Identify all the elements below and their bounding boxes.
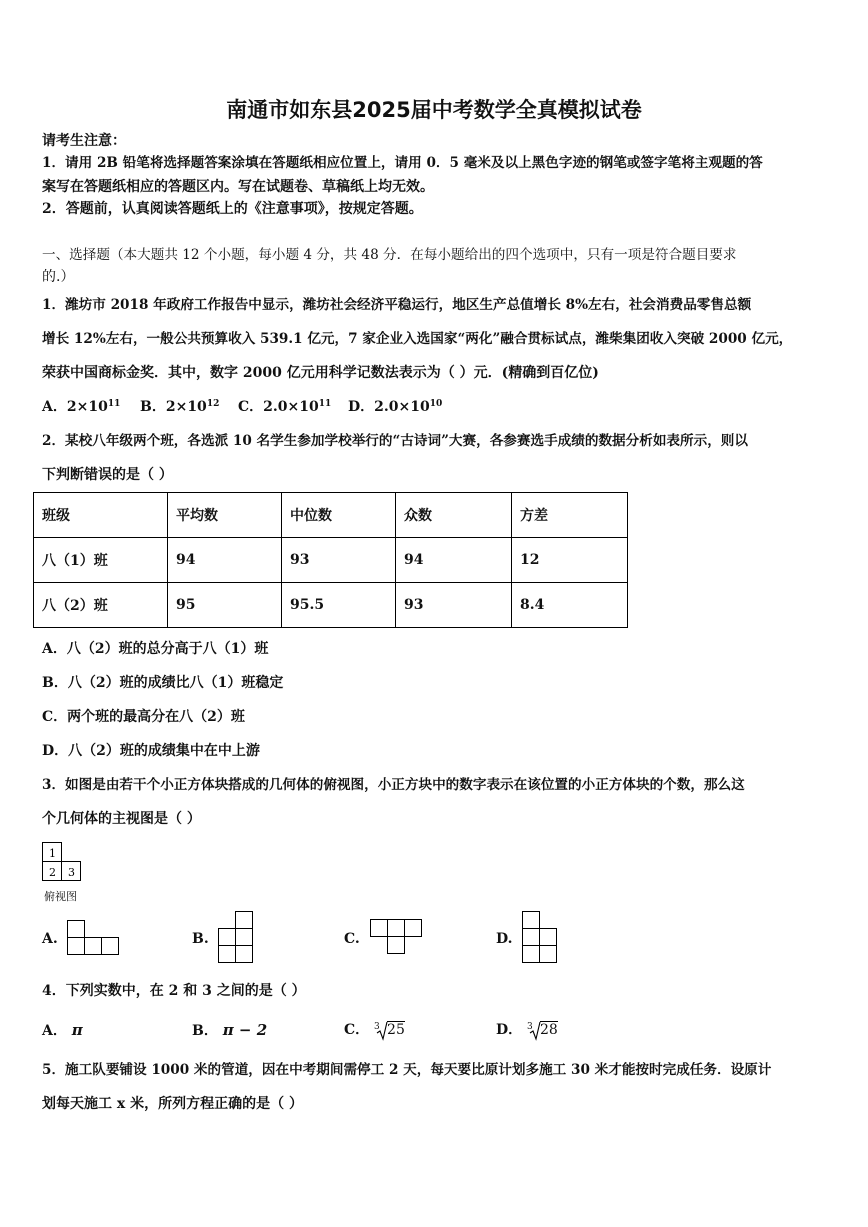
square xyxy=(102,938,119,955)
q2-option-a: A．八（2）班的总分高于八（1）班 xyxy=(42,641,269,657)
square xyxy=(405,920,422,937)
table-row xyxy=(34,538,628,583)
page-title: 南通市如东县2025届中考数学全真模拟试卷 xyxy=(226,98,642,122)
q5-line-2: 划每天施工 x 米，所列方程正确的是（ ） xyxy=(42,1096,303,1112)
q1-option-d: D．$2.0\times 10^{10}$ xyxy=(348,399,443,415)
q3-option-b-label: B. xyxy=(192,931,209,947)
q4-option-d: D． 3 28 xyxy=(496,1021,561,1039)
square xyxy=(68,921,85,938)
table-header-cell: 方差 xyxy=(512,493,628,538)
q4-line: 4．下列实数中，在 2 和 3 之间的是（ ） xyxy=(42,983,306,999)
cube-root-28: 3 28 xyxy=(527,1021,561,1039)
table-row xyxy=(34,583,628,628)
table-header-cell: 班级 xyxy=(34,493,168,538)
q1-line-1: 1．潍坊市 2018 年政府工作报告中显示，潍坊社会经济平稳运行，地区生产总值增长 8%左右，社会消费品零售总额 xyxy=(42,297,752,313)
pi-minus-two-expr: π − 2 xyxy=(222,1021,268,1039)
square xyxy=(236,912,253,929)
q1-option-b: B．$2\times 10^{12}$ xyxy=(140,399,220,415)
cube-root-25: 3 25 xyxy=(374,1021,408,1039)
top-view-cell-label: 2 xyxy=(49,866,56,879)
q2-line-1: 2．某校八年级两个班，各选派 10 名学生参加学校举行的“古诗词”大赛，各参赛选手成绩的数据分析如表所示，则以 xyxy=(42,433,748,449)
section-heading-line-1: 一、选择题（本大题共 12 个小题，每小题 4 分，共 48 分．在每小题给出的四个选项中，只有一项是符合题目要求 xyxy=(42,247,737,263)
square xyxy=(236,946,253,963)
notice-line-1a: 1．请用 2B 铅笔将选择题答案涂填在答题纸相应位置上，请用 0．5 毫米及以上黑色字迹的钢笔或签字笔将主观题的答 xyxy=(42,155,763,171)
q1-option-a: A．$2\times 10^{11}$ xyxy=(42,399,121,415)
square xyxy=(371,920,388,937)
notice-line-1b: 案写在答题纸相应的答题区内。写在试题卷、草稿纸上均无效。 xyxy=(42,179,434,195)
table-header-cell: 中位数 xyxy=(282,493,396,538)
square xyxy=(219,946,236,963)
table-cell: 94 xyxy=(396,538,512,583)
notice-heading: 请考生注意： xyxy=(42,133,126,149)
table-cell: 94 xyxy=(168,538,282,583)
q2-option-d: D．八（2）班的成绩集中在中上游 xyxy=(42,743,260,759)
q3-option-b-figure xyxy=(216,910,256,966)
q4-option-a: A． π xyxy=(42,1021,83,1039)
square xyxy=(523,929,540,946)
table-cell: 95 xyxy=(168,583,282,628)
square xyxy=(523,912,540,929)
table-cell: 12 xyxy=(512,538,628,583)
q4-option-c: C． 3 25 xyxy=(344,1021,408,1039)
square xyxy=(236,929,253,946)
section-heading-line-2: 的.） xyxy=(42,269,75,285)
table-header-cell: 平均数 xyxy=(168,493,282,538)
table-cell: 93 xyxy=(396,583,512,628)
q3-option-c-figure xyxy=(369,918,425,958)
q3-option-d-label: D. xyxy=(496,931,513,947)
q2-score-table xyxy=(33,492,628,628)
q1-line-2: 增长 12%左右，一般公共预算收入 539.1 亿元，7 家企业入选国家“两化”融合贯标试点，潍柴集团收入突破 2000 亿元， xyxy=(42,331,793,347)
q1-line-3: 荣获中国商标金奖．其中，数字 2000 亿元用科学记数法表示为（ ）元．(精确到百亿位) xyxy=(42,365,599,381)
q3-line-1: 3．如图是由若干个小正方体块搭成的几何体的俯视图，小正方块中的数字表示在该位置的小正方体块的个数，那么这 xyxy=(42,777,745,793)
square xyxy=(219,929,236,946)
square xyxy=(523,946,540,963)
q2-option-b: B．八（2）班的成绩比八（1）班稳定 xyxy=(42,675,284,691)
q3-option-c-label: C. xyxy=(344,931,360,947)
table-cell: 八（2）班 xyxy=(34,583,168,628)
q3-option-d-figure xyxy=(520,910,560,966)
square xyxy=(388,937,405,954)
q2-option-c: C．两个班的最高分在八（2）班 xyxy=(42,709,245,725)
q2-line-2: 下判断错误的是（ ） xyxy=(42,467,173,483)
top-view-cell-label: 1 xyxy=(49,847,56,860)
square xyxy=(68,938,85,955)
table-header-cell: 众数 xyxy=(396,493,512,538)
square xyxy=(388,920,405,937)
q3-option-a-label: A. xyxy=(42,931,58,947)
q5-line-1: 5．施工队要铺设 1000 米的管道，因在中考期间需停工 2 天，每天要比原计划多施工 30 米才能按时完成任务．设原计 xyxy=(42,1062,772,1078)
notice-line-2: 2．答题前，认真阅读答题纸上的《注意事项》，按规定答题。 xyxy=(42,201,423,217)
q4-option-b: B． π − 2 xyxy=(192,1021,268,1039)
top-view-cell-label: 3 xyxy=(68,866,75,879)
q3-line-2: 个几何体的主视图是（ ） xyxy=(42,811,201,827)
table-cell: 93 xyxy=(282,538,396,583)
table-cell: 8.4 xyxy=(512,583,628,628)
table-cell: 八（1）班 xyxy=(34,538,168,583)
square xyxy=(540,946,557,963)
pi-expr: π xyxy=(71,1021,83,1039)
q3-option-a-figure xyxy=(66,919,122,959)
q1-option-c: C．$2.0\times 10^{11}$ xyxy=(238,399,332,415)
top-view-caption: 俯视图 xyxy=(44,890,77,903)
square xyxy=(540,929,557,946)
square xyxy=(85,938,102,955)
q3-top-view-figure xyxy=(42,842,86,884)
table-header-row xyxy=(34,493,628,538)
table-cell: 95.5 xyxy=(282,583,396,628)
